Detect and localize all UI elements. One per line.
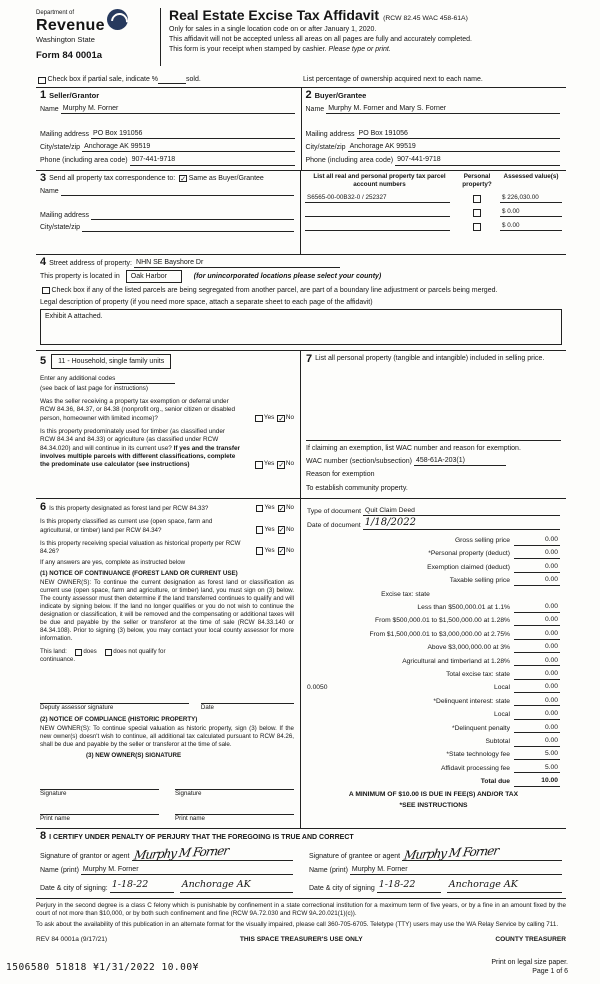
tax-row-value: 0.00 bbox=[514, 603, 560, 613]
historical-property-question: Is this property receiving special valuation as historical property per RCW 84.26? bbox=[40, 539, 241, 555]
correspondence-name-value bbox=[61, 187, 294, 196]
tax-row-label: *Delinquent interest: state bbox=[433, 697, 510, 705]
tax-row-value: 5.00 bbox=[514, 750, 560, 760]
section-6-tax bbox=[36, 499, 566, 829]
deputy-signature-line bbox=[40, 696, 189, 704]
ownership-percent-note: List percentage of ownership acquired next to each name. bbox=[303, 76, 483, 83]
page-number: Page 1 of 6 bbox=[532, 967, 568, 975]
section-8-number: 8 bbox=[40, 830, 47, 843]
q2-no-checkbox: ✓ bbox=[278, 462, 285, 469]
segregated-checkbox bbox=[42, 287, 50, 295]
seller-name-row bbox=[40, 104, 295, 114]
historical-yes-checkbox bbox=[256, 547, 264, 555]
tax-row-label: Total due bbox=[480, 778, 510, 786]
section-5-number: 5 bbox=[40, 355, 47, 368]
section-1-2 bbox=[36, 87, 566, 171]
tax-row bbox=[307, 640, 560, 653]
section-1-number: 1 bbox=[40, 89, 47, 102]
accessibility-note: To ask about the availability of this publication in an alternate format for the visually impaired, please call 360-705-6705. Teletype (TTY) users may use the WA Relay Service by calling 711. bbox=[36, 921, 559, 929]
partial-sale-checkbox bbox=[38, 77, 46, 85]
tax-row-label: Excise tax: state bbox=[381, 590, 430, 598]
reason-for-exemption-value: To establish community property. bbox=[306, 485, 408, 493]
assessed-value-header: Assessed value(s) bbox=[503, 173, 559, 181]
tax-row bbox=[307, 760, 560, 773]
grantor-city: Anchorage AK bbox=[180, 879, 293, 892]
tax-row-value: 0.00 bbox=[514, 630, 560, 640]
continuance-label: continuance. bbox=[40, 656, 76, 664]
section-5-use: 5 11 - Household, single family units Enter any additional codes (see back of last page for instructions) Was the seller receiving a property tax exemption or deferral under RCW 84.36, 84.37, or 84.38 (nonprofit org., senior citizen or disabled person, homeowner with limited income)? Yes ✓ No Is this property predominately used for timber (as classified under RCW 84.34 and 84.33) or agriculture (as classified under RCW 84.34.020) and will continue in its current use? If yes and the transfer involves multiple parcels with different classifications, complete the predominate use calculator (see instructions) Yes ✓ No bbox=[36, 351, 301, 498]
print-name-label: Print name bbox=[175, 814, 205, 822]
tax-row-value: 0.00 bbox=[514, 697, 560, 707]
tax-row-label: Affidavit processing fee bbox=[440, 764, 510, 772]
parcel-row bbox=[305, 217, 562, 231]
unincorporated-note: (for unincorporated locations please select your county) bbox=[193, 273, 382, 281]
buyer-address-value: PO Box 191056 bbox=[357, 129, 560, 139]
tax-row-value: 0.00 bbox=[514, 616, 560, 626]
tax-row-label: Exemption claimed (deduct) bbox=[427, 563, 510, 571]
grantee-signature-block bbox=[309, 844, 562, 892]
tax-row bbox=[307, 693, 560, 706]
signature-label: Signature bbox=[40, 789, 67, 797]
section-3-correspondence bbox=[36, 171, 566, 255]
tax-row bbox=[307, 680, 560, 693]
tax-row-value: 0.00 bbox=[514, 737, 560, 747]
exemption-deferral-question: Was the seller receiving a property tax exemption or deferral under RCW 84.36, 84.37, or 84.38 (nonprofit org., senior citizen or disabled person, homeowner with limited income)? bbox=[40, 398, 236, 422]
mailing-address-label: Mailing address bbox=[40, 212, 90, 220]
county-treasurer-label: COUNTY TREASURER bbox=[495, 936, 566, 944]
owner-print-name-line bbox=[175, 807, 294, 815]
assessed-value: $ 0.00 bbox=[500, 222, 562, 231]
page-note bbox=[491, 958, 568, 976]
name-label: Name bbox=[305, 106, 325, 114]
assessed-value: $ 226,030.00 bbox=[500, 194, 562, 203]
legal-description-box bbox=[40, 309, 562, 345]
personal-property-label: List all personal property (tangible and intangible) included in selling price. bbox=[315, 355, 545, 363]
tax-row-label: Agricultural and timberland at 1.28% bbox=[402, 657, 510, 665]
city-state-zip-label: City/state/zip bbox=[305, 144, 346, 152]
buyer-phone-value: 907-441-9718 bbox=[395, 155, 560, 165]
historical-no-checkbox: ✓ bbox=[278, 548, 285, 555]
name-print-label: Name (print) bbox=[309, 867, 348, 875]
q2-yes-checkbox bbox=[255, 461, 263, 469]
same-as-buyer-label: Same as Buyer/Grantee bbox=[188, 175, 264, 183]
additional-codes-label: Enter any additional codes bbox=[40, 375, 116, 383]
section-7-personal-property bbox=[301, 351, 566, 498]
personal-property-checkbox bbox=[473, 209, 481, 217]
parcel-numbers-header: List all real and personal property tax parcel account numbers bbox=[313, 173, 446, 188]
does-qualify-checkbox bbox=[75, 649, 83, 657]
owner-signature-line bbox=[175, 782, 294, 790]
tax-row-rate: 0.0050 bbox=[307, 684, 328, 692]
forest-yes-checkbox bbox=[256, 505, 264, 513]
seller-address-value: PO Box 191056 bbox=[91, 129, 294, 139]
section-2-number: 2 bbox=[305, 89, 312, 102]
owner-print-name-line bbox=[40, 807, 159, 815]
revenue-label: Revenue bbox=[36, 16, 105, 34]
seller-grantor-title: Seller/Grantor bbox=[49, 91, 100, 101]
personal-property-checkbox bbox=[473, 223, 481, 231]
date-city-label: Date & city of signing bbox=[309, 884, 375, 892]
tax-row-label: Total excise tax: state bbox=[446, 670, 510, 678]
section-2-buyer bbox=[302, 88, 567, 170]
additional-codes-field bbox=[115, 376, 175, 384]
land-use-code-select: 11 - Household, single family units bbox=[51, 354, 171, 369]
cashier-stamp: 1506580 51818 ¥1/31/2022 10.00¥ bbox=[6, 961, 199, 973]
tax-computation bbox=[301, 499, 566, 828]
legal-description-value: Exhibit A attached. bbox=[45, 313, 103, 321]
assessed-value: $ 0.00 bbox=[500, 208, 562, 217]
city-state-zip-label: City/state/zip bbox=[40, 224, 81, 232]
washington-state-label: Washington State bbox=[36, 34, 95, 44]
type-of-document-value: Quit Claim Deed bbox=[363, 507, 560, 517]
if-yes-note: If any answers are yes, complete as instructed below bbox=[40, 558, 186, 566]
tax-row-value: 0.00 bbox=[514, 724, 560, 734]
buyer-csz-value: Anchorage AK 99519 bbox=[348, 142, 560, 152]
tax-row bbox=[307, 559, 560, 572]
section-7-number: 7 bbox=[306, 353, 313, 366]
q1-no-checkbox: ✓ bbox=[278, 415, 285, 423]
current-use-yes-checkbox bbox=[256, 526, 264, 534]
tax-row bbox=[307, 653, 560, 666]
section-3-number: 3 bbox=[40, 172, 47, 185]
personal-property-header: Personal property? bbox=[462, 173, 492, 188]
wac-number-label: WAC number (section/subsection) bbox=[306, 458, 412, 466]
date-of-document-label: Date of document bbox=[307, 521, 361, 529]
agency-block bbox=[36, 6, 160, 72]
city-state-zip-label: City/state/zip bbox=[40, 144, 81, 152]
tax-row-value: 0.00 bbox=[514, 657, 560, 667]
wac-number-value: 458-61A-203(1) bbox=[414, 456, 506, 466]
buyer-name-row bbox=[306, 104, 561, 114]
name-label: Name bbox=[40, 106, 59, 114]
tax-row-label: Taxable selling price bbox=[449, 577, 510, 585]
tax-row-value: 5.00 bbox=[514, 764, 560, 774]
notice-continuance-body: NEW OWNER(S): To continue the current designation as forest land or classification as current use (open space, farm and agriculture, or timber) land, you must sign on (3) below. The county assessor must then determine if the land transferred continues to qualify and will indicate by signing below. If the land no longer qualifies or you do not wish to continue the designation or classification, it will be removed and the compensating or additional taxes will be due and payable by the seller or transferor at the time of sale (RCW 84.33.140 or 84.34.108). Prior to signing (3) below, you may contact your local county assessor for more information. bbox=[40, 578, 294, 643]
revenue-logo-icon bbox=[107, 9, 128, 30]
certification-statement: I CERTIFY UNDER PENALTY OF PERJURY THAT THE FOREGOING IS TRUE AND CORRECT bbox=[49, 834, 354, 842]
tax-row-label: From $500,000.01 to $1,500,000.00 at 1.28% bbox=[375, 617, 510, 625]
header-divider bbox=[160, 8, 161, 66]
rev-number: REV 84 0001a (9/17/21) bbox=[36, 936, 108, 944]
tax-row-value: 0.00 bbox=[514, 710, 560, 720]
treasurer-space-label: THIS SPACE TREASURER'S USE ONLY bbox=[239, 936, 363, 944]
forest-no-checkbox: ✓ bbox=[278, 505, 285, 513]
notice-compliance-title: (2) NOTICE OF COMPLIANCE (HISTORIC PROPERTY) bbox=[40, 715, 198, 723]
partial-sale-label: Check box if partial sale, indicate % bbox=[47, 76, 158, 83]
grantor-signature-block bbox=[40, 844, 293, 892]
tax-row bbox=[307, 666, 560, 679]
notice-compliance-body: NEW OWNER(S): To continue special valuation as historic property, sign (3) below. If the new owner(s) doesn't wish to continue, all additional tax calculated pursuant to RCW 84.26, shall be due and payable by the seller or transferor at the time of sale. bbox=[40, 724, 294, 748]
does-not-qualify-checkbox bbox=[105, 649, 113, 657]
date-of-document-value: 1/18/2022 bbox=[363, 516, 560, 530]
grantee-signature-label: Signature of grantee or agent bbox=[309, 853, 401, 861]
tax-row-label: Gross selling price bbox=[454, 537, 510, 545]
location-select: Oak Harbor bbox=[126, 270, 182, 283]
legal-paper-note: Print on legal size paper. bbox=[491, 958, 568, 966]
grantor-print-name: Murphy M. Forner bbox=[81, 865, 293, 875]
segregated-label: Check box if any of the listed parcels are being segregated from another parcel, are part of a boundary line adjustment or parcels being merged. bbox=[51, 287, 498, 295]
seller-phone-value: 907-441-9718 bbox=[130, 155, 295, 165]
tax-row-value: 0.00 bbox=[514, 643, 560, 653]
seller-name-value: Murphy M. Forner bbox=[61, 104, 295, 114]
tax-row-value: 0.00 bbox=[514, 670, 560, 680]
tax-row bbox=[307, 626, 560, 639]
deputy-signature-label: Deputy assessor signature bbox=[40, 704, 114, 712]
tax-row bbox=[307, 706, 560, 719]
parcel-row bbox=[305, 203, 562, 217]
mailing-address-label: Mailing address bbox=[305, 131, 355, 139]
buyer-grantee-title: Buyer/Grantee bbox=[314, 91, 367, 101]
sold-label: sold. bbox=[186, 76, 201, 83]
tax-row-value: 0.00 bbox=[514, 563, 560, 573]
section-4-number: 4 bbox=[40, 256, 47, 269]
correspondence-address-value bbox=[91, 211, 294, 220]
date-city-label: Date & city of signing: bbox=[40, 884, 108, 892]
current-use-no-checkbox: ✓ bbox=[278, 527, 285, 534]
rcw-reference: (RCW 82.45 WAC 458-61A) bbox=[383, 15, 468, 22]
header-note-2: This affidavit will not be accepted unless all areas on all pages are fully and accurately completed. bbox=[169, 36, 472, 44]
current-use-question: Is this property classified as current use (open space, farm and agricultural, or timber) land per RCW 84.34? bbox=[40, 518, 213, 534]
correspondence-csz-value bbox=[82, 223, 294, 232]
type-of-document-label: Type of document bbox=[307, 507, 362, 515]
name-label: Name bbox=[40, 188, 59, 196]
grantee-print-name: Murphy M. Forner bbox=[350, 865, 562, 875]
parcel-number-value: S6565-00-00B32-0 / 252327 bbox=[305, 194, 450, 203]
street-address-value: NHN SE Bayshore Dr bbox=[134, 258, 340, 268]
grantor-signature: Murphy M Forner bbox=[132, 843, 229, 863]
deputy-date-line bbox=[201, 696, 294, 704]
header-note-1: Only for sales in a single location code on or after January 1, 2020. bbox=[169, 26, 377, 34]
new-owners-signature-title: (3) NEW OWNER(S) SIGNATURE bbox=[86, 751, 182, 759]
tax-row-label: *Delinquent penalty bbox=[452, 724, 510, 732]
see-instructions-note: *SEE INSTRUCTIONS bbox=[399, 801, 468, 809]
tax-row-label: Local bbox=[494, 711, 510, 719]
personal-property-checkbox bbox=[473, 195, 481, 203]
form-header bbox=[36, 6, 566, 72]
tax-row-label: Above $3,000,000.00 at 3% bbox=[427, 644, 510, 652]
q1-yes-checkbox bbox=[255, 415, 263, 423]
tax-row-label: *Personal property (deduct) bbox=[428, 550, 510, 558]
forest-land-question: Is this property designated as forest land per RCW 84.33? bbox=[49, 505, 209, 513]
tax-row bbox=[307, 573, 560, 586]
name-print-label: Name (print) bbox=[40, 867, 79, 875]
this-land-label: This land: bbox=[40, 648, 67, 656]
tax-row-label: Local bbox=[494, 684, 510, 692]
tax-row-label: Less than $500,000.01 at 1.1% bbox=[417, 604, 510, 612]
header-note-3: This form is your receipt when stamped by cashier. Please type or print. bbox=[169, 46, 391, 54]
tax-row bbox=[307, 546, 560, 559]
grantee-date: 1-18-22 bbox=[377, 879, 441, 892]
section-1-seller bbox=[36, 88, 302, 170]
legal-description-label: Legal description of property (if you need more space, attach a separate sheet to each page of the affidavit) bbox=[40, 299, 373, 307]
date-label: Date bbox=[200, 704, 214, 712]
tax-row-label: *State technology fee bbox=[446, 751, 510, 759]
perjury-statement: Perjury in the second degree is a class C felony which is punishable by confinement in a state correctional institution for a maximum term of five years, or by a fine in an amount fixed by the court of not more than $10,000, or by both such confinement and fine (RCW 9A.72.030 and RCW 9A.20.021(1)(c)). bbox=[36, 901, 566, 917]
buyer-name-value: Murphy M. Forner and Mary S. Forner bbox=[326, 104, 560, 114]
tax-row bbox=[307, 773, 560, 786]
section-5-7 bbox=[36, 351, 566, 499]
timber-agriculture-question: Is this property predominately used for timber (as classified under RCW 84.34 and 84.33) or agriculture (as classified under RCW 84.34.020) and will continue in its current use? If yes and the transfer involves multiple parcels with different classifications, complete the predominate use calculator (see instructions) bbox=[40, 428, 241, 469]
mailing-address-label: Mailing address bbox=[40, 131, 90, 139]
reason-for-exemption-label: Reason for exemption bbox=[306, 471, 375, 479]
correspondence-label: Send all property tax correspondence to: bbox=[49, 175, 176, 183]
phone-label: Phone (including area code) bbox=[305, 157, 394, 165]
print-name-label: Print name bbox=[40, 814, 70, 822]
grantor-date: 1-18-22 bbox=[110, 879, 174, 892]
tax-row bbox=[307, 599, 560, 612]
title-block bbox=[169, 6, 472, 72]
form-number: Form 84 0001a bbox=[36, 49, 103, 61]
located-in-label: This property is located in bbox=[40, 273, 120, 281]
grantor-signature-label: Signature of grantor or agent bbox=[40, 853, 130, 861]
exemption-note: If claiming an exemption, list WAC number and reason for exemption. bbox=[306, 445, 521, 452]
section-4-property bbox=[36, 255, 566, 351]
grantee-city: Anchorage AK bbox=[447, 879, 562, 892]
section-6-forest: 6 Is this property designated as forest land per RCW 84.33? Yes ✓ No Is this property classified as current use (open space, farm and agricultural, or timber) land per RCW 84.34? Yes ✓ No Is this property receiving special valuation as historical property per RCW 84.26? Yes ✓ No If any answers are yes, complete as instructed below (1) NOTICE OF CONTINUANCE (FOREST LAND OR CURRENT USE) NEW OWNER(S): To continue the current designation as forest land or classification as current use (open space, farm and agriculture, or timber) land, you must sign on (3) below. The county assessor must then determine if the land transferred continues to qualify and will indicate by signing below. If the land no longer qualifies or you do not wish to continue the designation or classification, it will be removed and the compensating or additional taxes will be due and payable by the seller or transferor at the time of sale (RCW 84.33.140 or 84.34.108). Prior to signing (3) below, you may contact your local county assessor for more information. This land: does does not qualify for continuance. Deputy assessor signature Date (2) NOTICE OF COMPLIANCE (HISTORIC PROPERTY) NEW OWNER(S): To continue special valuation as historic property, sign (3) below. If the new owner(s) doesn't wish to continue, all additional tax calculated pursuant to RCW 84.26, shall be due and payable by the seller or transferor at the time of sale. (3) NEW OWNER(S) SIGNATURE Signature Signature Print name Print name bbox=[36, 499, 301, 828]
seller-csz-value: Anchorage AK 99519 bbox=[82, 142, 294, 152]
street-address-label: Street address of property: bbox=[49, 260, 133, 267]
parcel-table bbox=[301, 171, 566, 254]
parcel-number-value bbox=[305, 230, 450, 231]
parcel-row bbox=[305, 189, 562, 203]
tax-row-value: 0.00 bbox=[514, 549, 560, 559]
phone-label: Phone (including area code) bbox=[40, 157, 128, 165]
tax-row-value: 0.00 bbox=[514, 683, 560, 693]
section-6-number: 6 bbox=[40, 501, 47, 514]
signature-label: Signature bbox=[175, 789, 202, 797]
grantee-signature: Murphy M Forner bbox=[403, 843, 500, 863]
codes-note: (see back of last page for instructions) bbox=[40, 384, 148, 392]
tax-row bbox=[307, 532, 560, 545]
tax-row-value: 0.00 bbox=[514, 536, 560, 546]
tax-row bbox=[307, 613, 560, 626]
department-of-label: Department of bbox=[36, 10, 75, 16]
parcel-number-value bbox=[305, 216, 450, 217]
page-title: Real Estate Excise Tax Affidavit bbox=[169, 7, 380, 23]
same-as-buyer-checkbox: ✓ bbox=[180, 175, 187, 183]
partial-sale-row bbox=[36, 75, 566, 84]
section-8-certification bbox=[36, 829, 566, 898]
tax-row bbox=[307, 733, 560, 746]
tax-row-label: From $1,500,000.01 to $3,000,000.00 at 2.75% bbox=[369, 630, 510, 638]
tax-row bbox=[307, 720, 560, 733]
minimum-due-note: A MINIMUM OF $10.00 IS DUE IN FEE(S) AND/OR TAX bbox=[348, 790, 519, 798]
owner-signature-line bbox=[40, 782, 159, 790]
tax-row-value: 0.00 bbox=[514, 576, 560, 586]
tax-row-label: Subtotal bbox=[485, 737, 510, 745]
tax-row bbox=[307, 747, 560, 760]
tax-row-value: 10.00 bbox=[514, 777, 560, 787]
tax-table bbox=[307, 532, 560, 786]
tax-row bbox=[307, 586, 560, 599]
partial-percent-field bbox=[158, 76, 186, 84]
notice-continuance-title: (1) NOTICE OF CONTINUANCE (FOREST LAND OR CURRENT USE) bbox=[40, 569, 238, 577]
